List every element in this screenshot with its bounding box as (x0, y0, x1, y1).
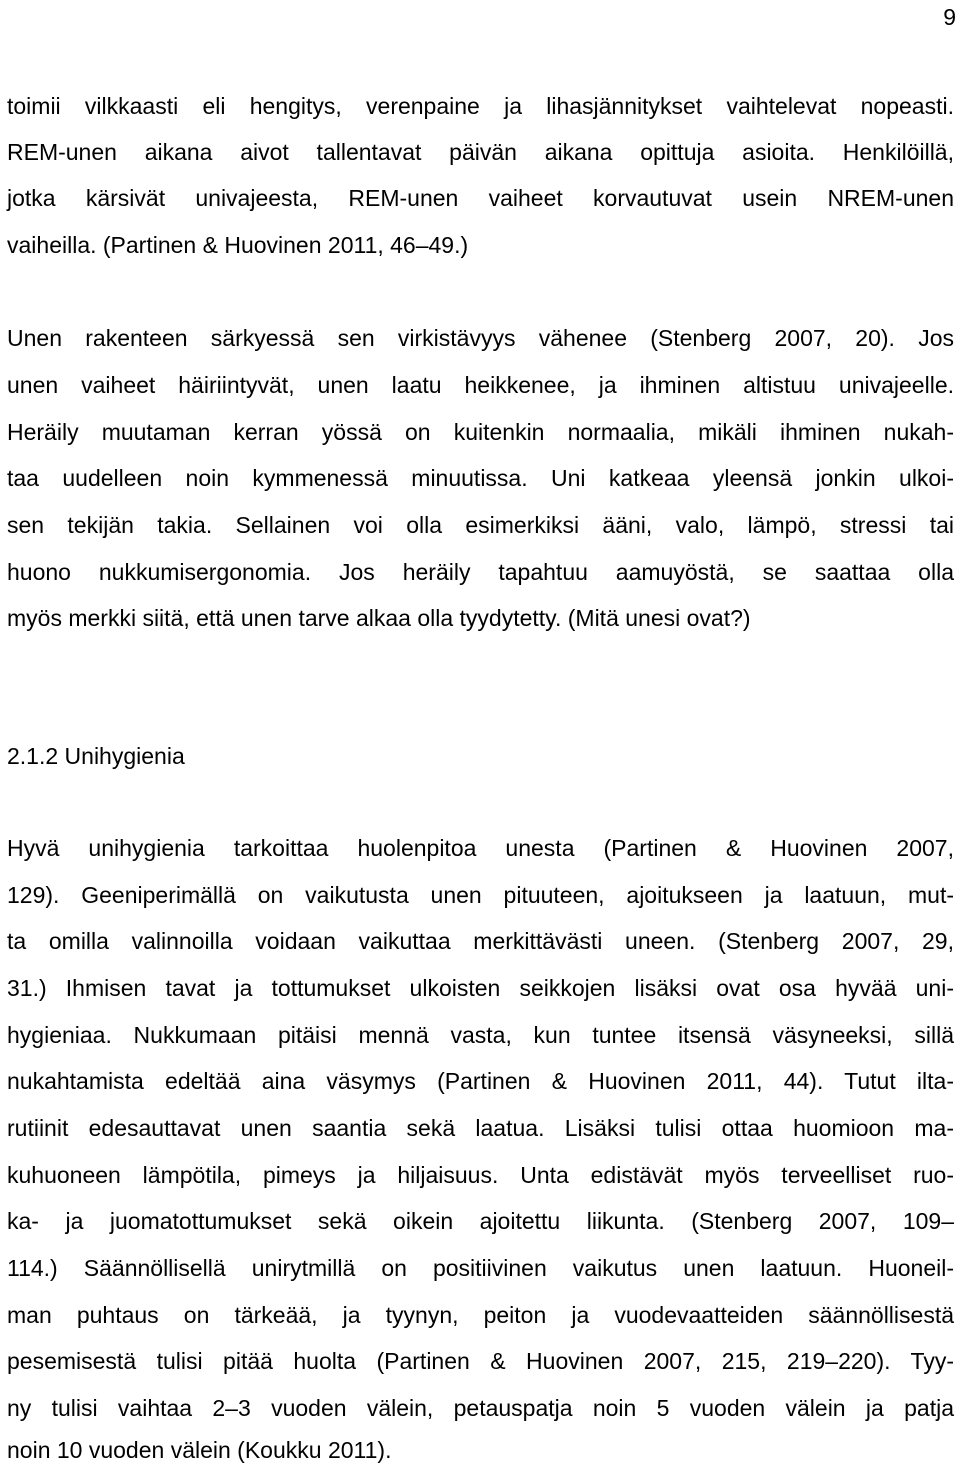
text-line: 129). Geeniperimällä on vaikutusta unen pituuteen, ajoitukseen ja laatuun, mut- (7, 882, 954, 908)
text-line: REM-unen aikana aivot tallentavat päivän aikana opittuja asioita. Henkilöillä, (7, 139, 954, 165)
text-line: taa uudelleen noin kymmenessä minuutissa. Uni katkeaa yleensä jonkin ulkoi- (7, 465, 954, 491)
page-number: 9 (943, 4, 956, 30)
text-line: vaiheilla. (Partinen & Huovinen 2011, 46–49.) (7, 232, 469, 258)
text-line: toimii vilkkaasti eli hengitys, verenpaine ja lihasjännitykset vaihtelevat nopeasti. (7, 93, 954, 119)
text-line: sen tekijän takia. Sellainen voi olla esimerkiksi ääni, valo, lämpö, stressi tai (7, 512, 954, 538)
text-line: kuhuoneen lämpötila, pimeys ja hiljaisuus. Unta edistävät myös terveelliset ruo- (7, 1162, 954, 1188)
text-line: rutiinit edesauttavat unen saantia sekä laatua. Lisäksi tulisi ottaa huomioon ma- (7, 1115, 954, 1141)
text-line: myös merkki siitä, että unen tarve alkaa olla tyydytetty. (Mitä unesi ovat?) (7, 605, 751, 631)
text-line: huono nukkumisergonomia. Jos heräily tapahtuu aamuyöstä, se saattaa olla (7, 559, 954, 585)
text-line: 31.) Ihmisen tavat ja tottumukset ulkoisten seikkojen lisäksi ovat osa hyvää uni- (7, 975, 954, 1001)
text-line: hygieniaa. Nukkumaan pitäisi mennä vasta, kun tuntee itsensä väsyneeksi, sillä (7, 1022, 954, 1048)
text-line: jotka kärsivät univajeesta, REM-unen vaiheet korvautuvat usein NREM-unen (7, 185, 954, 211)
text-line: Hyvä unihygienia tarkoittaa huolenpitoa unesta (Partinen & Huovinen 2007, (7, 835, 954, 861)
text-line: Heräily muutaman kerran yössä on kuitenkin normaalia, mikäli ihminen nukah- (7, 419, 954, 445)
text-line: unen vaiheet häiriintyvät, unen laatu heikkenee, ja ihminen altistuu univajeelle. (7, 372, 954, 398)
text-line: nukahtamista edeltää aina väsymys (Partinen & Huovinen 2011, 44). Tutut ilta- (7, 1068, 954, 1094)
text-line: noin 10 vuoden välein (Koukku 2011). (7, 1437, 392, 1463)
text-line: pesemisestä tulisi pitää huolta (Partinen & Huovinen 2007, 215, 219–220). Tyy- (7, 1348, 954, 1374)
text-line: man puhtaus on tärkeää, ja tyynyn, peiton ja vuodevaatteiden säännöllisestä (7, 1302, 954, 1328)
text-line: Unen rakenteen särkyessä sen virkistävyys vähenee (Stenberg 2007, 20). Jos (7, 325, 954, 351)
text-line: 114.) Säännöllisellä unirytmillä on positiivinen vaikutus unen laatuun. Huoneil- (7, 1255, 954, 1281)
text-line: ta omilla valinnoilla voidaan vaikuttaa merkittävästi uneen. (Stenberg 2007, 29, (7, 928, 954, 954)
section-heading: 2.1.2 Unihygienia (7, 743, 185, 769)
text-line: ny tulisi vaihtaa 2–3 vuoden välein, petauspatja noin 5 vuoden välein ja patja (7, 1395, 954, 1421)
text-line: ka- ja juomatottumukset sekä oikein ajoitettu liikunta. (Stenberg 2007, 109– (7, 1208, 954, 1234)
